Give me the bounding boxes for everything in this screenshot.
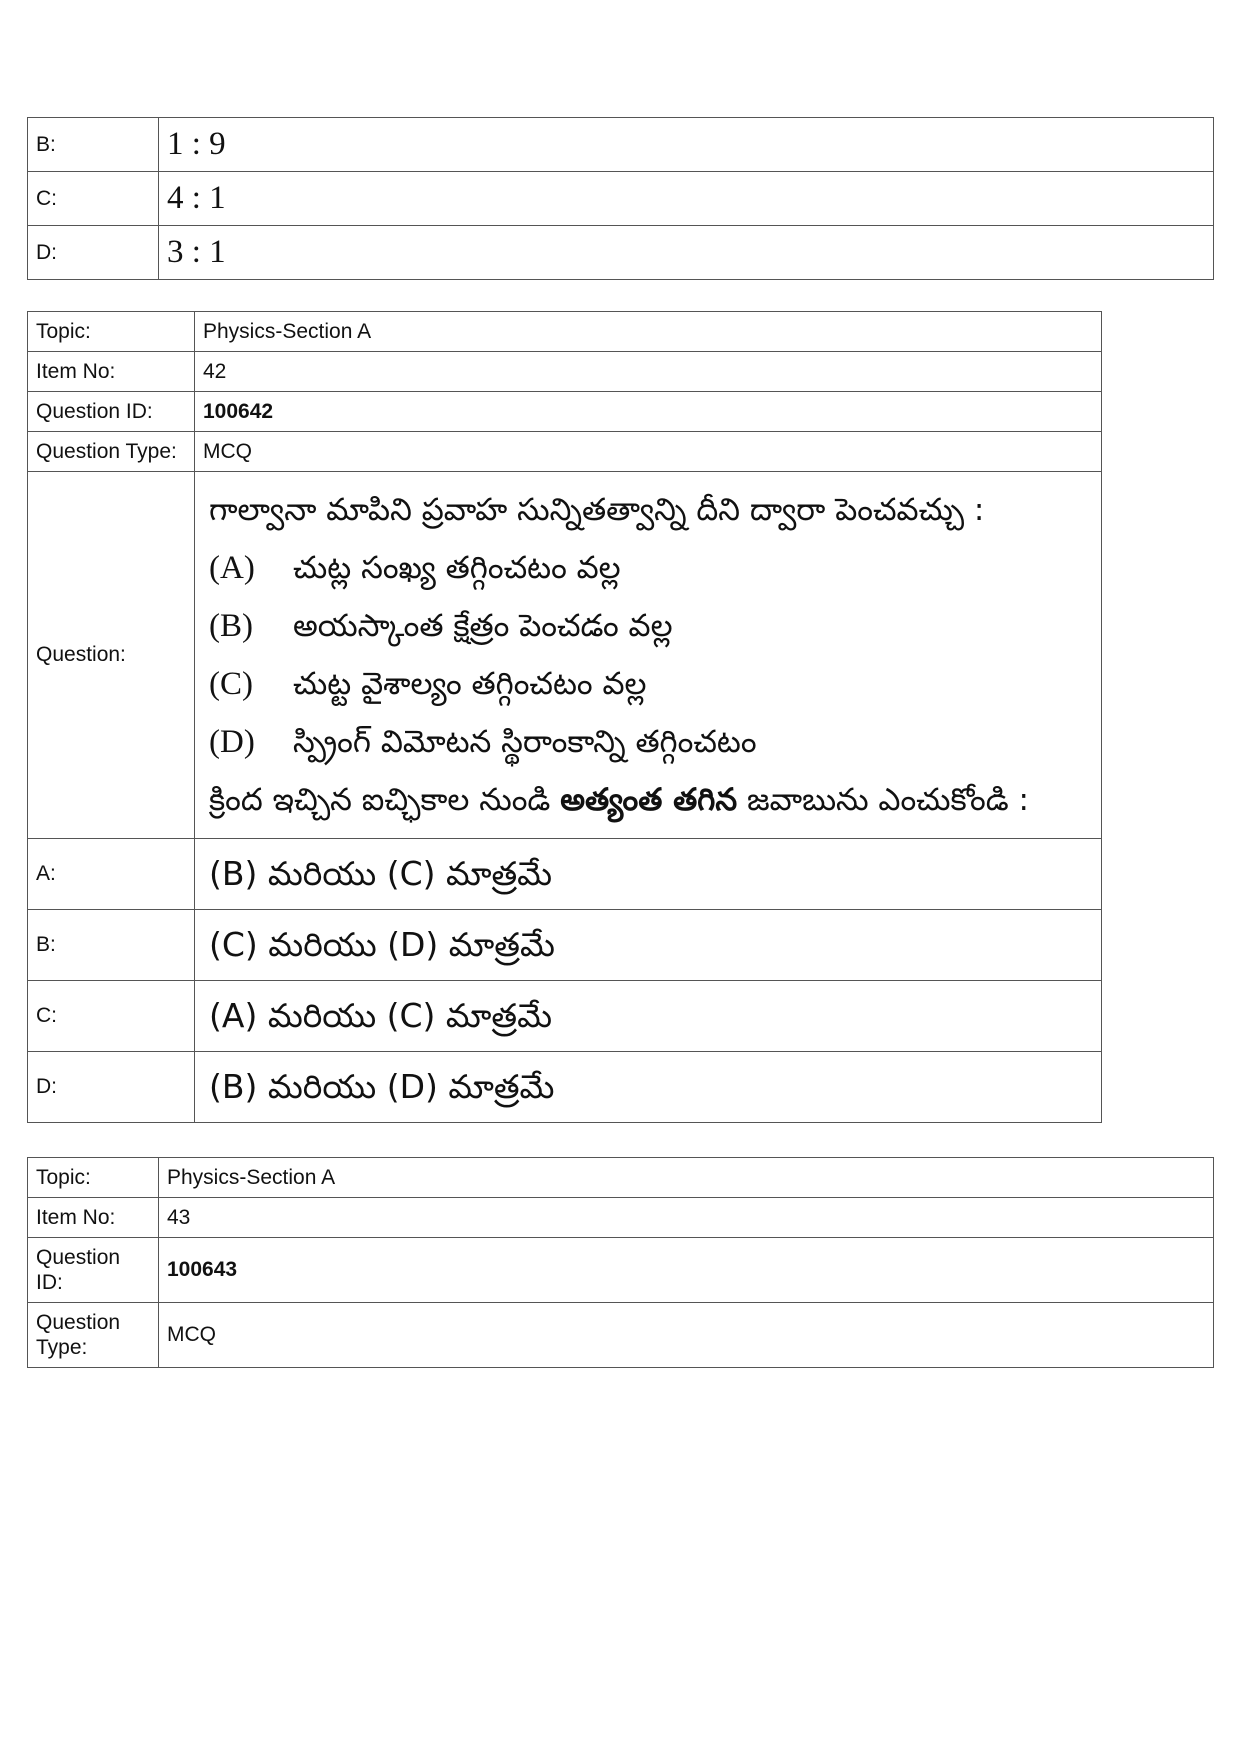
- question-item: [209, 539, 1093, 597]
- question-id-value: 100642: [195, 392, 1102, 432]
- option-row: [28, 910, 1102, 981]
- option-row: [28, 839, 1102, 910]
- question-id-label: Question ID:: [28, 392, 195, 432]
- topic-row: [28, 312, 1102, 352]
- prev-question-options-table: [27, 117, 1214, 280]
- option-row: [28, 172, 1214, 226]
- question-type-value: MCQ: [195, 432, 1102, 472]
- item-no-label: Item No:: [28, 1198, 159, 1238]
- option-text: 4 : 1: [159, 172, 1214, 226]
- question-item-tag: (C): [209, 666, 253, 702]
- question-type-label: Question Type:: [28, 432, 195, 472]
- option-label: B:: [28, 910, 195, 981]
- question-closing: [209, 771, 1093, 829]
- question-body: [195, 472, 1102, 839]
- option-row: [28, 226, 1214, 280]
- topic-value: Physics-Section A: [159, 1158, 1214, 1198]
- option-text: (C) మరియు (D) మాత్రమే: [195, 910, 1102, 981]
- topic-label: Topic:: [28, 312, 195, 352]
- question-stem: గాల్వానా మాపిని ప్రవాహ సున్నితత్వాన్ని దీని ద్వారా పెంచవచ్చు :: [209, 492, 985, 528]
- question-item-text: చుట్ల సంఖ్య తగ్గించటం వల్ల: [293, 550, 621, 586]
- option-text: 1 : 9: [159, 118, 1214, 172]
- question-id-row: [28, 1238, 1214, 1303]
- option-label: B:: [28, 118, 159, 172]
- option-text: 3 : 1: [159, 226, 1214, 280]
- topic-label: Topic:: [28, 1158, 159, 1198]
- question-item-text: స్ప్రింగ్ విమోటన స్థిరాంకాన్ని తగ్గించటం: [293, 724, 757, 760]
- question-item-text: అయస్కాంత క్షేత్రం పెంచడం వల్ల: [293, 608, 673, 644]
- question-43-table: [27, 1157, 1214, 1368]
- option-row: [28, 1052, 1102, 1123]
- topic-value: Physics-Section A: [195, 312, 1102, 352]
- item-no-value: 42: [195, 352, 1102, 392]
- question-row: [28, 472, 1102, 839]
- question-item-tag: (B): [209, 608, 253, 644]
- option-label: C:: [28, 981, 195, 1052]
- option-label: C:: [28, 172, 159, 226]
- question-item: [209, 655, 1093, 713]
- item-no-row: [28, 1198, 1214, 1238]
- option-label: D:: [28, 226, 159, 280]
- option-row: [28, 981, 1102, 1052]
- closing-bold: అత్యంత తగిన: [560, 782, 738, 818]
- question-type-row: [28, 432, 1102, 472]
- question-42-table: [27, 311, 1102, 1123]
- question-type-row: [28, 1303, 1214, 1368]
- option-label: A:: [28, 839, 195, 910]
- item-no-label: Item No:: [28, 352, 195, 392]
- question-label: Question:: [28, 472, 195, 839]
- question-item-tag: (D): [209, 724, 255, 760]
- option-text: (A) మరియు (C) మాత్రమే: [195, 981, 1102, 1052]
- question-id-row: [28, 392, 1102, 432]
- question-id-value: 100643: [159, 1238, 1214, 1303]
- item-no-value: 43: [159, 1198, 1214, 1238]
- question-item-tag: (A): [209, 550, 255, 586]
- option-row: [28, 118, 1214, 172]
- item-no-row: [28, 352, 1102, 392]
- question-item: [209, 597, 1093, 655]
- question-type-label: Question Type:: [28, 1303, 159, 1368]
- question-item: [209, 713, 1093, 771]
- option-text: (B) మరియు (D) మాత్రమే: [195, 1052, 1102, 1123]
- option-label: D:: [28, 1052, 195, 1123]
- option-text: (B) మరియు (C) మాత్రమే: [195, 839, 1102, 910]
- topic-row: [28, 1158, 1214, 1198]
- closing-post: జవాబును ఎంచుకోండి :: [746, 782, 1029, 818]
- closing-pre: క్రింద ఇచ్చిన ఐచ్ఛికాల నుండి: [209, 782, 551, 818]
- question-id-label: Question ID:: [28, 1238, 159, 1303]
- question-type-value: MCQ: [159, 1303, 1214, 1368]
- question-item-text: చుట్ట వైశాల్యం తగ్గించటం వల్ల: [293, 666, 647, 702]
